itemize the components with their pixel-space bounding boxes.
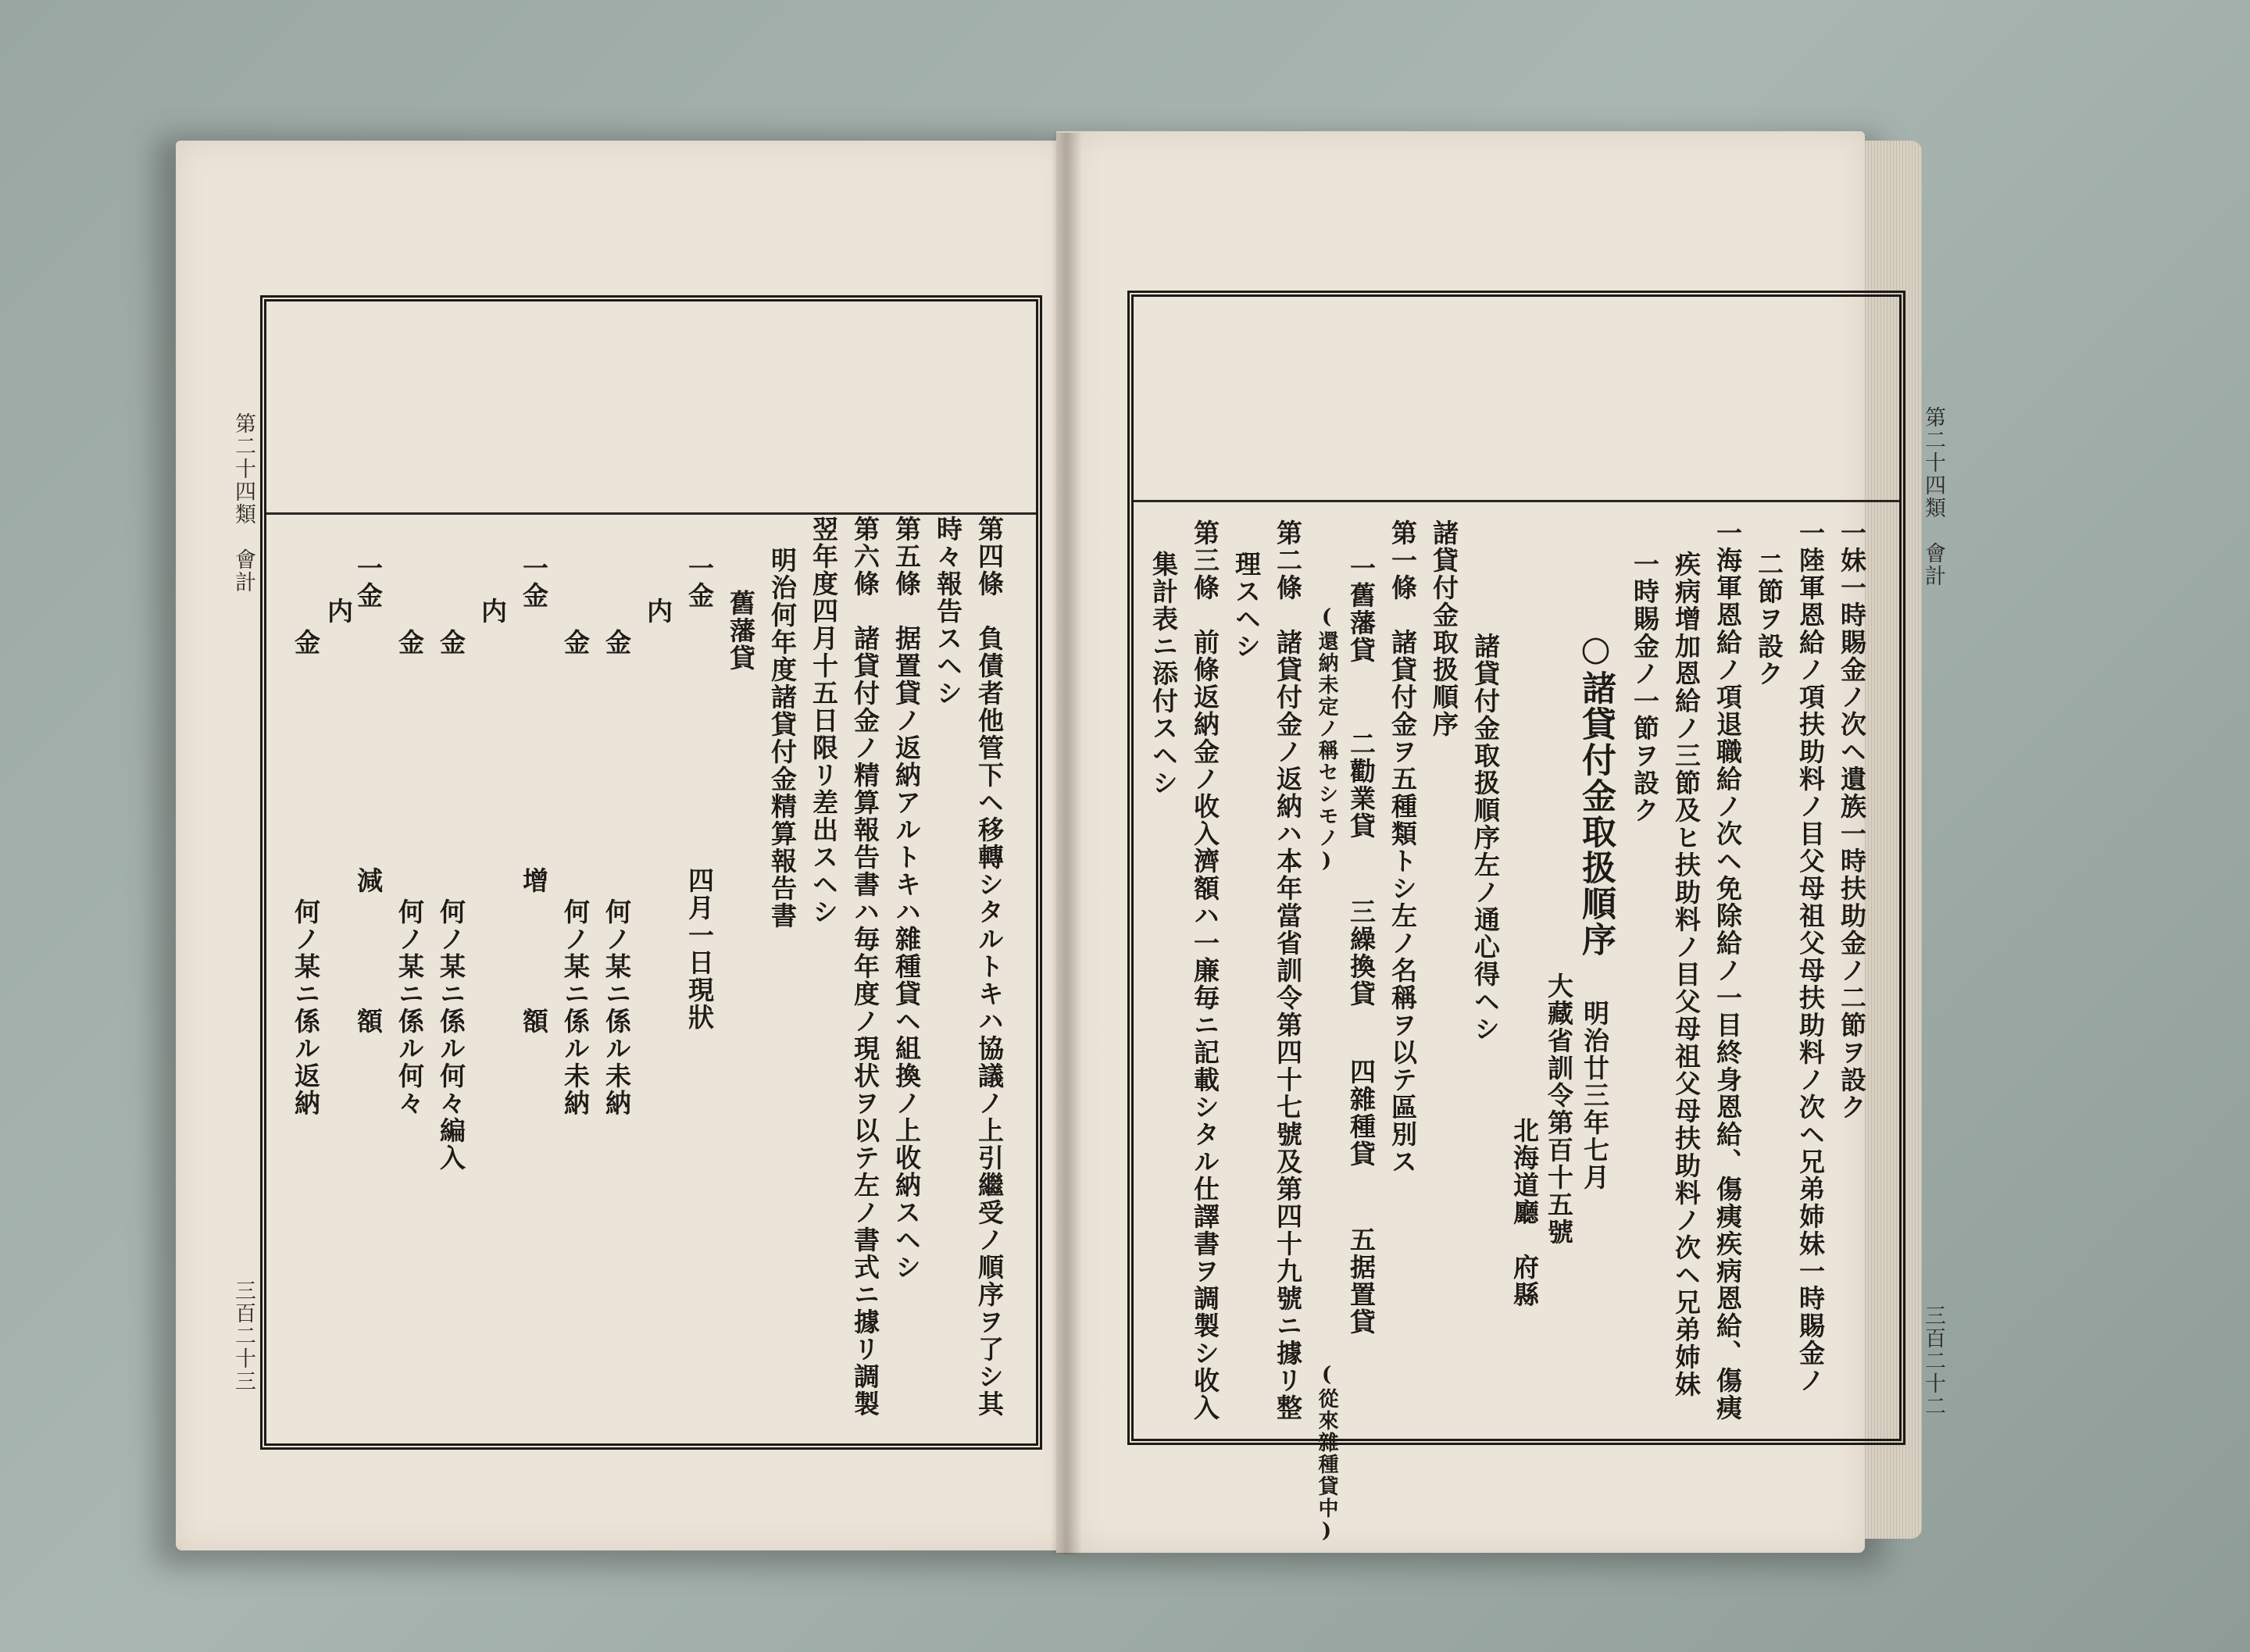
- type-4: 四雜種貸: [1346, 1058, 1377, 1168]
- left-art6-line1: 第六條 諸貸付金ノ精算報告書ハ毎年度ノ現状ヲ以テ左ノ書式ニ據リ調製: [850, 516, 880, 1418]
- form-row1-label: 一金: [684, 555, 715, 609]
- right-line3: 二節ヲ設ク: [1754, 551, 1784, 687]
- type-3: 三繰換貸: [1346, 898, 1377, 1008]
- form-row5-amount: 額: [519, 1008, 549, 1035]
- type-1-note: (還納未定ノ稱セシモノ): [1315, 605, 1338, 874]
- form-row4-label: 金: [560, 629, 591, 656]
- form-row8-label: 金: [395, 629, 425, 656]
- form-row1-value: 四月一日現狀: [684, 867, 715, 1031]
- form-row7-label: 金: [436, 629, 466, 656]
- document-date: 明治廿三年七月: [1580, 1000, 1610, 1191]
- right-running-header: 第二十四類 會計: [1921, 406, 1945, 587]
- form-row5-increase: 增: [519, 867, 549, 894]
- type-2: 二勸業貸: [1346, 730, 1377, 840]
- article-3-line2: 集計表ニ添付スヘシ: [1148, 551, 1179, 797]
- procedure-heading: 諸貸付金取扱順序: [1429, 519, 1459, 738]
- type-1: 一舊藩貸: [1346, 555, 1377, 664]
- left-art5: 第五條 据置貸ノ返納アルトキハ雜種貸ヘ組換ノ上收納スヘシ: [891, 516, 922, 1281]
- form-old-loan: 舊藩貸: [726, 590, 756, 672]
- left-frame-divider: [266, 512, 1036, 515]
- form-row2-label: 内: [643, 598, 673, 625]
- right-line5: 疾病增加恩給ノ三節及ヒ扶助料ノ目父母祖父母扶助料ノ次ヘ兄弟姉妹: [1671, 551, 1702, 1398]
- left-running-header: 第二十四類 會計: [231, 412, 255, 594]
- document-order: 大藏省訓令第百十五號: [1544, 972, 1574, 1246]
- left-art4-line1: 第四條 負債者他管下ヘ移轉シタルトキハ協議ノ上引繼受ノ順序ヲ了シ其: [974, 516, 1005, 1418]
- form-row8-value: 何ノ某ニ係ル何々: [395, 898, 425, 1117]
- left-art6-line2: 翌年度四月十五日限リ差出スヘシ: [809, 516, 839, 926]
- intro-line: 諸貸付金取扱順序左ノ通心得ヘシ: [1470, 633, 1501, 1043]
- document-title: ○諸貸付金取扱順序: [1576, 629, 1616, 958]
- right-line6: 一時賜金ノ一節ヲ設ク: [1630, 551, 1660, 824]
- type-5-note: (從來雜種貸中): [1315, 1363, 1338, 1544]
- form-row5-label: 一金: [519, 555, 549, 609]
- left-art4-line2: 時々報告スヘシ: [933, 516, 963, 707]
- form-row4-value: 何ノ某ニ係ル未納: [560, 898, 591, 1117]
- form-row11-value: 何ノ某ニ係ル返納: [291, 898, 321, 1117]
- form-row3-label: 金: [602, 629, 632, 656]
- form-row6-label: 内: [477, 598, 508, 625]
- type-5: 五据置貸: [1346, 1226, 1377, 1336]
- form-row9-amount: 額: [353, 1008, 384, 1035]
- left-page-number: 三百二十三: [231, 1279, 255, 1393]
- form-row7-value: 何ノ某ニ係ル何々編入: [436, 898, 466, 1172]
- right-line4: 一海軍恩給ノ項退職給ノ次ヘ免除給ノ一目終身恩給、傷痍疾病恩給、傷痍: [1712, 519, 1743, 1422]
- right-line1: 一妹一時賜金ノ次ヘ遺族一時扶助金ノ二節ヲ設ク: [1837, 519, 1867, 1121]
- form-row9-decrease: 減: [353, 867, 384, 894]
- form-row11-label: 金: [291, 629, 321, 656]
- form-title: 明治何年度諸貸付金精算報告書: [767, 547, 798, 929]
- right-page-number: 三百二十二: [1921, 1304, 1945, 1418]
- book-gutter: [1051, 133, 1082, 1554]
- form-row9-label: 一金: [353, 555, 384, 609]
- article-2-line1: 第二條 諸貸付金ノ返納ハ本年當省訓令第四十七號及第四十九號ニ據リ整: [1273, 519, 1303, 1422]
- article-1: 第一條 諸貸付金ヲ五種類トシ左ノ名稱ヲ以テ區別ス: [1388, 519, 1418, 1176]
- right-frame-divider: [1134, 500, 1899, 502]
- right-line2: 一陸軍恩給ノ項扶助料ノ目父母祖父母扶助料ノ次ヘ兄弟姉妹一時賜金ノ: [1795, 519, 1826, 1394]
- article-3-line1: 第三條 前條返納金ノ收入濟額ハ一廉毎ニ記載シタル仕譯書ヲ調製シ收入: [1190, 519, 1220, 1422]
- article-2-line2: 理スヘシ: [1231, 551, 1262, 660]
- form-row10-label: 内: [323, 598, 354, 625]
- form-row3-value: 何ノ某ニ係ル未納: [602, 898, 632, 1117]
- document-destination: 北海道廳 府縣: [1509, 1117, 1540, 1308]
